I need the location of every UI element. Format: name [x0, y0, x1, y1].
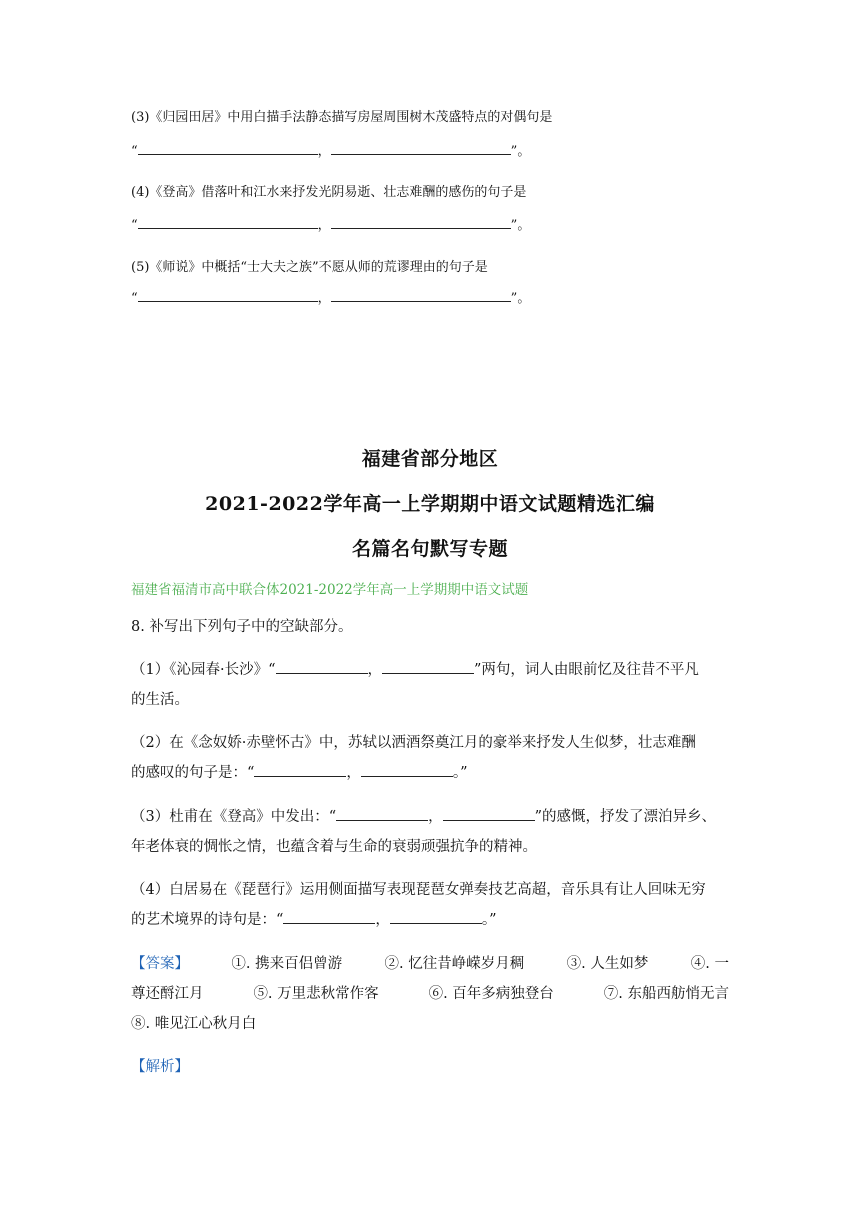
blank[interactable] [331, 216, 511, 229]
close-quote: ”。 [510, 144, 531, 159]
close-quote: ”。 [510, 218, 531, 233]
blank[interactable] [382, 661, 474, 674]
prev-item-3-blanks [131, 140, 530, 159]
item-text: （3）杜甫在《登高》中发出：“ [131, 809, 337, 825]
answer-line-2 [131, 982, 729, 1003]
answer-line-1 [131, 952, 729, 973]
blank[interactable] [390, 911, 482, 924]
comma: ， [367, 662, 382, 678]
prev-item-4-blanks [131, 214, 530, 233]
blank[interactable] [254, 764, 346, 777]
question-item-4-line2 [131, 908, 497, 929]
answer-item: ⑧. 唯见江心秋月白 [131, 1016, 257, 1032]
analysis-label: 【解析】 [131, 1059, 189, 1075]
blank[interactable] [443, 808, 535, 821]
answer-item: ②. 忆往昔峥嵘岁月稠 [384, 956, 525, 972]
blank[interactable] [138, 216, 318, 229]
prev-item-4-question: (4)《登高》借落叶和江水来抒发光阴易逝、壮志难酬的感伤的句子是 [131, 185, 527, 200]
blank[interactable] [138, 289, 318, 302]
prev-item-3-question: (3)《归园田居》中用白描手法静态描写房屋周围树木茂盛特点的对偶句是 [131, 110, 553, 125]
question-stem: 8. 补写出下列句子中的空缺部分。 [131, 619, 353, 635]
open-quote: “ [131, 218, 138, 233]
open-quote: “ [131, 291, 138, 306]
item-text: ”两句，词人由眼前忆及往昔不平凡 [474, 662, 699, 678]
item-text: 的艺术境界的诗句是：“ [131, 912, 284, 928]
question-item-3-line2: 年老体衰的惆怅之情，也蕴含着与生命的衰弱顽强抗争的精神。 [131, 839, 537, 855]
open-quote: “ [131, 144, 138, 159]
heading-topic: 名篇名句默写专题 [351, 538, 508, 560]
question-item-1-line1 [131, 658, 699, 679]
blank[interactable] [361, 764, 453, 777]
question-item-1-line2: 的生活。 [131, 692, 189, 708]
item-text: 。” [452, 765, 468, 781]
blank[interactable] [276, 661, 368, 674]
answer-item: ①. 携来百侣曾游 [231, 956, 343, 972]
answer-item: ④. 一 [690, 956, 729, 972]
item-text: ”的感慨，抒发了漂泊异乡、 [534, 809, 717, 825]
close-quote: ”。 [510, 291, 531, 306]
comma: ， [346, 765, 361, 781]
comma: ， [428, 809, 443, 825]
item-text: 的感叹的句子是：“ [131, 765, 255, 781]
answer-item: ⑦. 东船西舫悄无言 [603, 986, 729, 1002]
comma: ， [375, 912, 390, 928]
blank[interactable] [336, 808, 428, 821]
blank[interactable] [138, 142, 318, 155]
item-text: 。” [481, 912, 497, 928]
answer-item: ⑤. 万里悲秋常作客 [253, 986, 379, 1002]
heading-region: 福建省部分地区 [361, 448, 499, 470]
answer-line-3 [131, 1012, 256, 1033]
prev-item-5-question: (5)《师说》中概括“士大夫之族”不愿从师的荒谬理由的句子是 [131, 260, 488, 275]
comma: ， [317, 291, 331, 306]
blank[interactable] [331, 142, 511, 155]
answer-item: ③. 人生如梦 [566, 956, 649, 972]
heading-title: 2021-2022学年高一上学期期中语文试题精选汇编 [205, 493, 655, 515]
source-line: 福建省福清市高中联合体2021-2022学年高一上学期期中语文试题 [131, 582, 529, 598]
question-item-3-line1 [131, 805, 716, 826]
answer-item: 尊还酹江月 [131, 986, 204, 1002]
question-item-2-line1: （2）在《念奴娇·赤壁怀古》中，苏轼以洒酒祭奠江月的豪举来抒发人生似梦，壮志难酬 [131, 735, 696, 751]
question-item-2-line2 [131, 761, 468, 782]
item-text: （1）《沁园春·长沙》“ [131, 662, 276, 678]
question-item-4-line1: （4）白居易在《琵琶行》运用侧面描写表现琵琶女弹奏技艺高超，音乐具有让人回味无穷 [131, 882, 706, 898]
answer-item: ⑥. 百年多病独登台 [428, 986, 554, 1002]
blank[interactable] [283, 911, 375, 924]
answer-label: 【答案】 [131, 956, 189, 972]
comma: ， [317, 144, 331, 159]
comma: ， [317, 218, 331, 233]
blank[interactable] [331, 289, 511, 302]
prev-item-5-blanks [131, 287, 530, 306]
